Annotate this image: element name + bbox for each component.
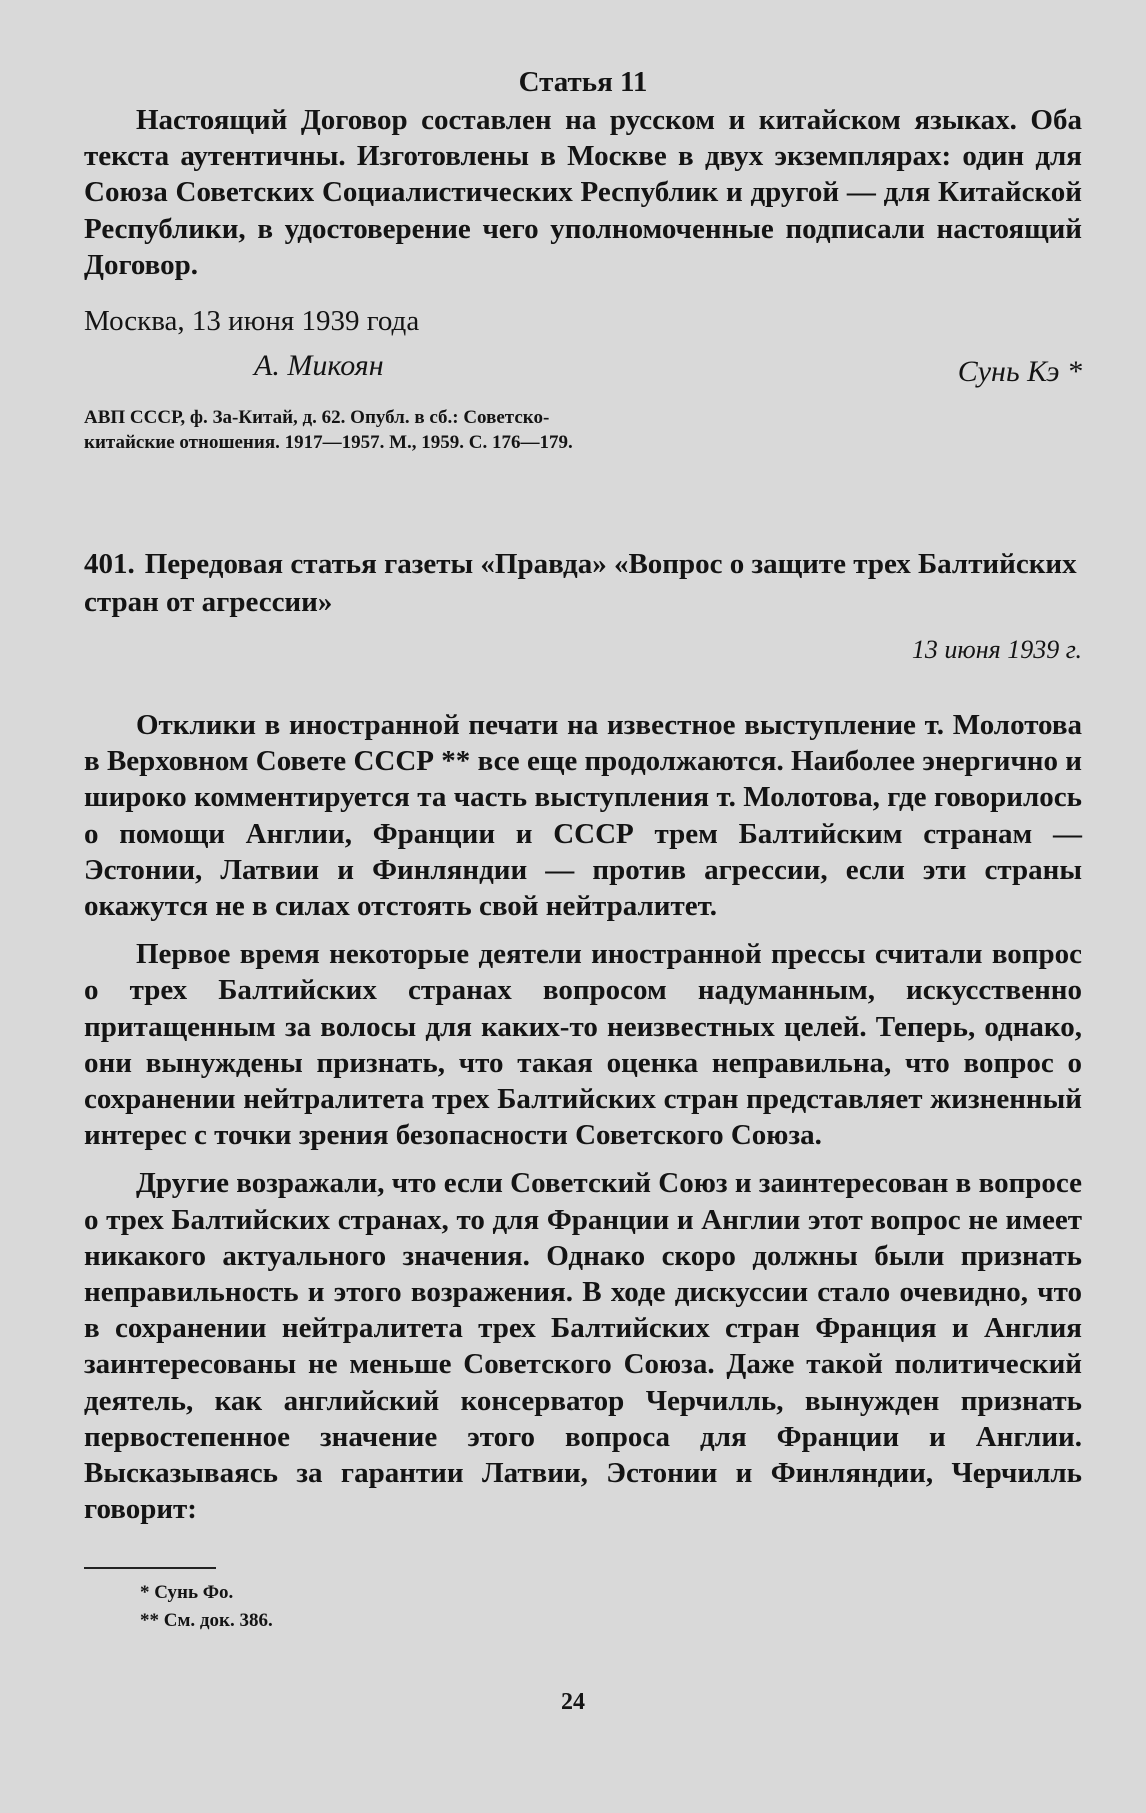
footnotes [84,1579,1082,1635]
document-date: 13 июня 1939 г. [911,635,1082,665]
signature-left: А. Микоян [254,349,384,383]
footnote-text: Сунь Фо. [154,1582,234,1604]
page-content [84,62,1082,1635]
document-number: 401. [84,548,135,581]
footnote-mark: ** [140,1610,159,1632]
document-title-block [84,545,1082,621]
footnote-divider [84,1567,216,1569]
footnote-mark: * [140,1582,150,1604]
place-date: Москва, 13 июня 1939 года [84,305,420,338]
archive-note: АВП СССР, ф. За-Китай, д. 62. Опубл. в сб.: Советско-китайские отношения. 1917—1957. М., 1959. С. 176—179. [84,407,573,454]
article-text: Настоящий Договор составлен на русском и китайском языках. Оба текста аутентичны. Изготовлены в Москве в двух экземплярах: один для Союза Советских Социалистических Республик и другой — для Китайской Республики, в удостоверение чего уполномоченные подписали настоящий Договор. [84,104,1082,281]
footnote-item [140,1579,1082,1607]
body-paragraph: Другие возражали, что если Советский Союз и заинтересован в вопросе о трех Балтийских странах, то для Франции и Англии этот вопрос не имеет никакого актуального значения. Однако скоро должны были признать неправильность и этого возражения. В ходе дискуссии стало очевидно, что в сохранении нейтралитета трех Балтийских стран Франция и Англия заинтересованы не меньше Советского Союза. Даже такой политический деятель, как английский консерватор Черчилль, вынужден признать первостепенное значение этого вопроса для Франции и Англии. Высказываясь за гарантии Латвии, Эстонии и Финляндии, Черчилль говорит: [84,1167,1082,1526]
document-title: Передовая статья газеты «Правда» «Вопрос о защите трех Балтийских стран от агрессии» [84,548,1077,619]
signature-right: Сунь Кэ * [957,355,1082,389]
body-paragraph: Отклики в иностранной печати на известное выступление т. Молотова в Верховном Совете СССР ** все еще продолжаются. Наиболее энергично и широко комментируется та часть выступления т. Молотова, где говорилось о помощи Англии, Франции и СССР трем Балтийским странам — Эстонии, Латвии и Финляндии — против агрессии, если эти страны окажутся не в силах отстоять свой нейтралитет. [84,709,1082,923]
footnote-item [140,1607,1082,1635]
footnote-text: См. док. 386. [163,1610,273,1632]
signature-row [84,349,1082,393]
body-paragraph: Первое время некоторые деятели иностранной прессы считали вопрос о трех Балтийских странах вопросом надуманным, искусственно притащенным за волосы для каких-то неизвестных целей. Теперь, однако, они вынуждены признать, что такая оценка неправильна, что вопрос о сохранении нейтралитета трех Балтийских стран представляет жизненный интерес с точки зрения безопасности Советского Союза. [84,938,1082,1152]
document-body [84,707,1082,1527]
article-heading: Статья 11 [518,66,648,98]
page-number: 24 [561,1689,585,1715]
